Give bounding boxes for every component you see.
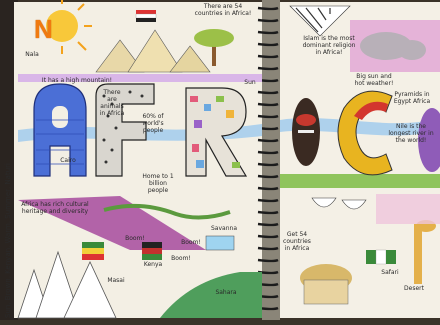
spine-words: Sun, Brown, Kenyan, Warm, Summer, Naturi bbox=[4, 163, 12, 318]
people-note: Home to 1 billion people bbox=[142, 173, 174, 194]
masai-label: Masai bbox=[107, 277, 125, 284]
savanna-label: Savanna bbox=[211, 225, 237, 232]
countries-note: There are 54 countries in Africa! bbox=[194, 3, 252, 17]
logo-letter: N bbox=[34, 14, 53, 44]
boom-label-1: Boom! bbox=[125, 235, 145, 242]
desert-label: Desert bbox=[404, 285, 424, 292]
get-note: Get 54 countries in Africa bbox=[283, 231, 311, 252]
islam-note: Islam is the most dominant religion in Africa! bbox=[302, 35, 356, 56]
cairo-note: Cairo bbox=[60, 157, 76, 164]
sun-note: Sun bbox=[244, 79, 256, 86]
nala-label: Nala bbox=[25, 51, 39, 58]
animals-note: There are animals in Africa bbox=[99, 89, 125, 117]
pyramids-note: Pyramids in Egypt Africa bbox=[393, 91, 431, 105]
culture-note: Africa has rich cultural heritage and diversity bbox=[21, 201, 89, 215]
kenya-label: Kenya bbox=[143, 261, 163, 268]
mountain-note: It has a high mountain! bbox=[41, 77, 113, 84]
percent-note: 60% of world's people bbox=[142, 113, 164, 134]
weather-note: Big sun and hot weather! bbox=[354, 73, 394, 87]
safari-label: Safari bbox=[381, 269, 399, 276]
boom-label-2: Boom! bbox=[171, 255, 191, 262]
boom-label-3: Boom! bbox=[181, 239, 201, 246]
sahara-label: Sahara bbox=[215, 289, 237, 296]
nile-note: Nile is the longest river in the world! bbox=[388, 123, 434, 144]
